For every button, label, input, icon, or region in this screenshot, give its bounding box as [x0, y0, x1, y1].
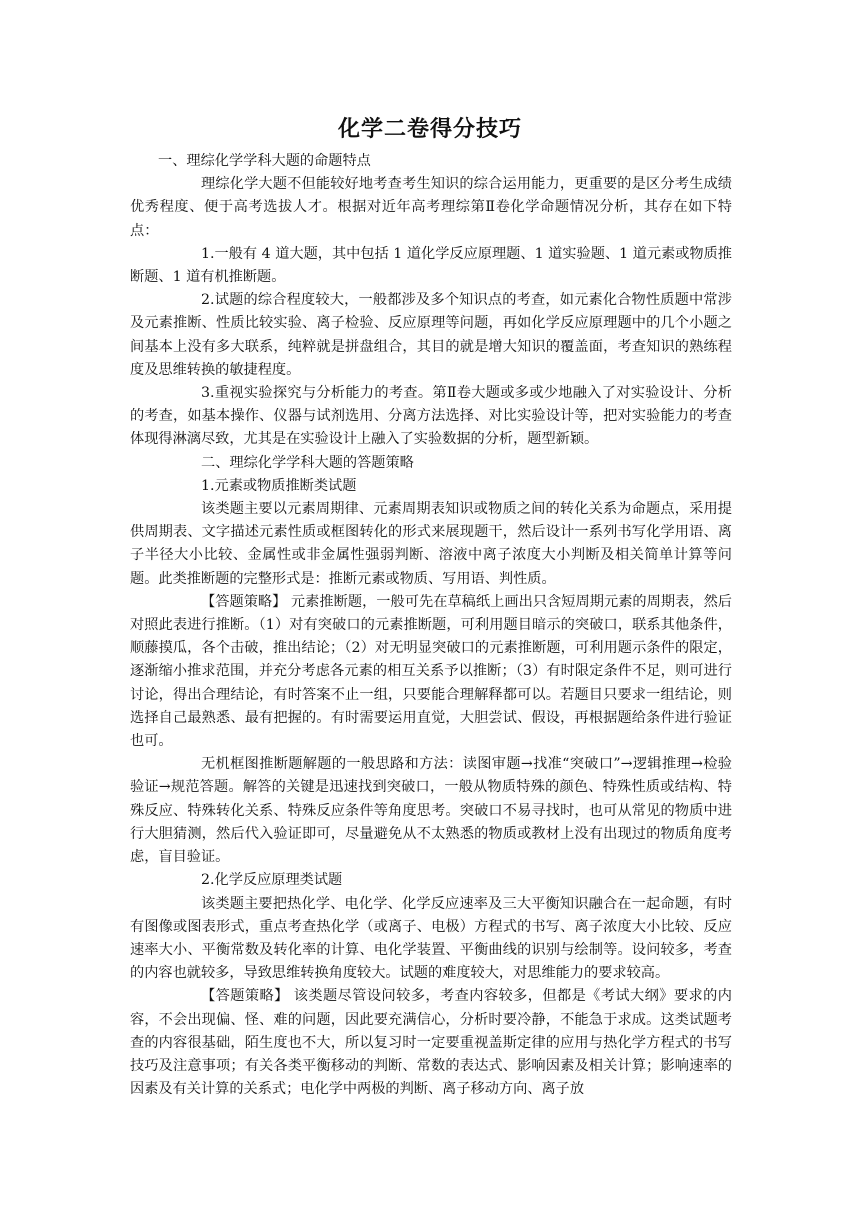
- paragraph: 无机框图推断题解题的一般思路和方法：读图审题→找准“突破口”→逻辑推理→检验验证→规范答题。解答的关键是迅速找到突破口，一般从物质特殊的颜色、特殊性质或结构、特殊反应、特殊转化关系、特殊反应条件等角度思考。突破口不易寻找时，也可从常见的物质中进行大胆猜测，然后代入验证即可，尽量避免从不太熟悉的物质或教材上没有出现过的物质角度考虑，盲目验证。: [130, 756, 732, 866]
- strategy-paragraph: 【答题策略】 元素推断题，一般可先在草稿纸上画出只含短周期元素的周期表，然后对照此表进行推断。（1）对有突破口的元素推断题，可利用题目暗示的突破口，联系其他条件，顺藤摸瓜，各个击破，推出结论；（2）对无明显突破口的元素推断题，可利用题示条件的限定，逐渐缩小推求范围，并充分考虑各元素的相互关系予以推断；（3）有时限定条件不足，则可进行讨论，得出合理结论，有时答案不止一组，只要能合理解释都可以。若题目只要求一组结论，则选择自己最熟悉、最有把握的。有时需要运用直觉，大胆尝试、假设，再根据题给条件进行验证也可。: [130, 593, 732, 750]
- document-body: [130, 150, 732, 1101]
- paragraph: 3.重视实验探究与分析能力的考查。第Ⅱ卷大题或多或少地融入了对实验设计、分析的考查，如基本操作、仪器与试剂选用、分离方法选择、对比实验设计等，把对实验能力的考查体现得淋漓尽致，尤其是在实验设计上融入了实验数据的分析，题型新颖。: [130, 385, 732, 448]
- document-title: 化学二卷得分技巧: [337, 117, 522, 142]
- paragraph: 该类题主要把热化学、电化学、化学反应速率及三大平衡知识融合在一起命题，有时有图像或图表形式，重点考查热化学（或离子、电极）方程式的书写、离子浓度大小比较、反应速率大小、平衡常数及转化率的计算、电化学装置、平衡曲线的识别与绘制等。设问较多，考查的内容也就较多，导致思维转换角度较大。试题的难度较大，对思维能力的要求较高。: [130, 895, 732, 982]
- subsection-heading: 2.化学反应原理类试题: [201, 872, 343, 889]
- paragraph: 2.试题的综合程度较大，一般都涉及多个知识点的考查，如元素化合物性质题中常涉及元素推断、性质比较实验、离子检验、反应原理等问题，再如化学反应原理题中的几个小题之间基本上没有多大联系，纯粹就是拼盘组合，其目的就是增大知识的覆盖面，考查知识的熟练程度及思维转换的敏捷程度。: [130, 292, 732, 378]
- paragraph: 理综化学大题不但能较好地考查考生知识的综合运用能力，更重要的是区分考生成绩优秀程度、便于高考选拔人才。根据对近年高考理综第Ⅱ卷化学命题情况分析，其存在如下特点：: [130, 176, 732, 239]
- section-heading-1: 一、理综化学学科大题的命题特点: [158, 153, 371, 169]
- paragraph: 1.一般有 4 道大题，其中包括 1 道化学反应原理题、1 道实验题、1 道元素或物质推断题、1 道有机推断题。: [130, 245, 732, 286]
- paragraph: 该类题主要以元素周期律、元素周期表知识或物质之间的转化关系为命题点，采用提供周期表、文字描述元素性质或框图转化的形式来展现题干，然后设计一系列书写化学用语、离子半径大小比较、金属性或非金属性强弱判断、溶液中离子浓度大小判断及相关简单计算等问题。此类推断题的完整形式是：推断元素或物质、写用语、判性质。: [130, 501, 732, 587]
- section-heading-2: 二、理综化学学科大题的答题策略: [201, 454, 414, 471]
- subsection-heading: 1.元素或物质推断类试题: [201, 477, 357, 494]
- strategy-paragraph: 【答题策略】 该类题尽管设问较多，考查内容较多，但都是《考试大纲》要求的内容，不会出现偏、怪、难的问题，因此要充满信心，分析时要冷静，不能急于求成。这类试题考查的内容很基础，陌生度也不大，所以复习时一定要重视盖斯定律的应用与热化学方程式的书写技巧及注意事项；有关各类平衡移动的判断、常数的表达式、影响因素及相关计算；影响速率的因素及有关计算的关系式；电化学中两极的判断、离子移动方向、离子放: [130, 988, 732, 1098]
